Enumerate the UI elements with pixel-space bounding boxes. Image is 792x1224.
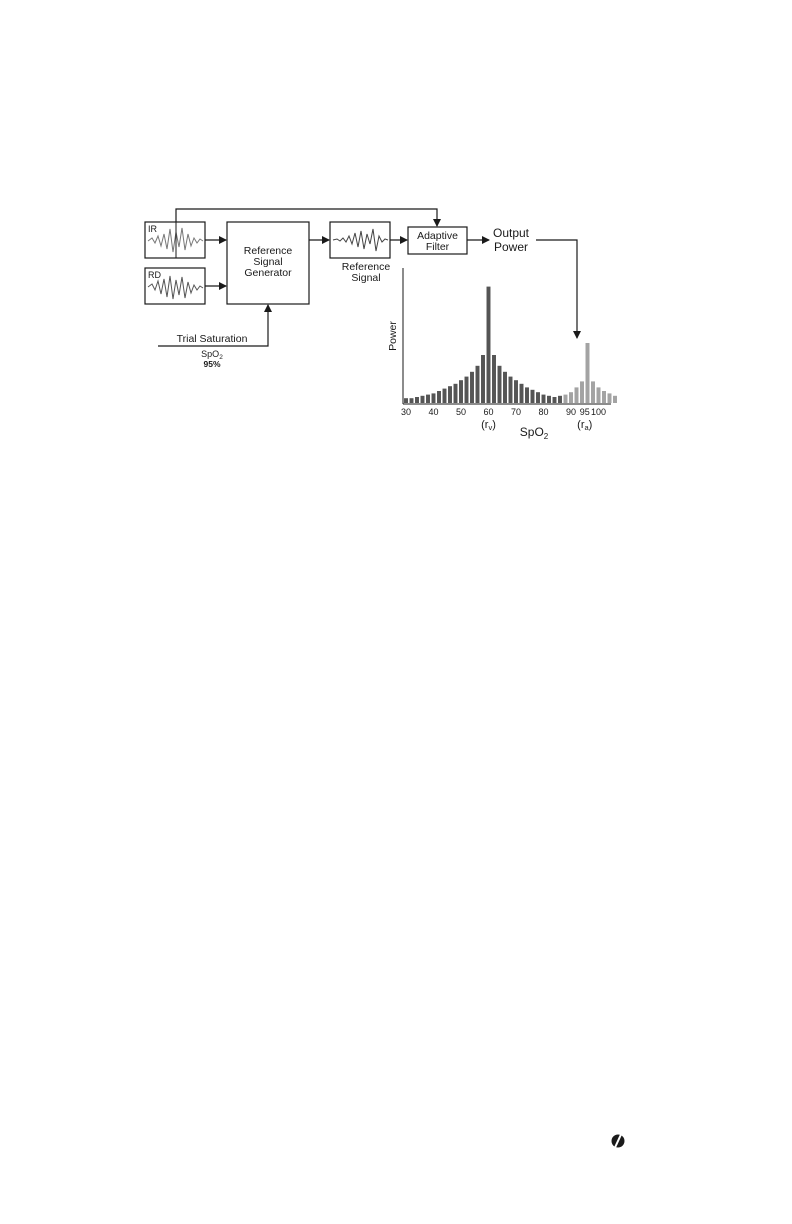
x-tick-label: 50 [455, 407, 467, 417]
x-tick-label: 100 [590, 407, 607, 417]
bar-12 [470, 372, 474, 403]
bar-0 [404, 398, 408, 403]
x-tick-label: 90 [565, 407, 577, 417]
adaptive-filter-label-line1: Adaptive [417, 230, 458, 242]
reference-signal-label-line1: Reference [341, 261, 391, 273]
brand-logo-icon [612, 1135, 625, 1148]
bar-27 [553, 397, 557, 403]
bar-28 [558, 396, 562, 403]
peak-label-0: (rv) [481, 419, 496, 432]
bar-7 [443, 389, 447, 403]
bar-35 [597, 387, 601, 403]
bar-4 [426, 395, 430, 403]
bar-13 [476, 366, 480, 403]
peak-label-1: (ra) [577, 419, 593, 432]
generator-label-line1: Reference [243, 245, 293, 257]
bar-25 [542, 395, 546, 403]
rd-label: RD [148, 270, 161, 280]
x-tick-label: 40 [428, 407, 439, 417]
output-power-label-line1: Output [492, 226, 530, 240]
bar-8 [448, 386, 452, 403]
output-power-label-line2: Power [493, 240, 529, 254]
bar-3 [421, 396, 425, 403]
x-tick-label: 95 [579, 407, 590, 417]
bar-24 [536, 392, 540, 403]
trial-saturation-label: Trial Saturation [176, 333, 248, 345]
adaptive-filter-box [408, 227, 467, 254]
adaptive-filter-label-line2: Filter [425, 241, 450, 253]
bar-23 [531, 390, 535, 403]
reference-signal-box [330, 222, 390, 284]
trial-saturation-value: 95% [203, 359, 221, 369]
x-tick-label: 30 [400, 407, 412, 417]
generator-label-line2: Signal [253, 256, 283, 268]
bar-21 [520, 384, 524, 403]
reference-signal-generator-box [227, 222, 309, 304]
bar-9 [454, 384, 458, 403]
x-axis-label: SpO$_2$ [519, 425, 549, 441]
bar-34 [591, 381, 595, 403]
rd-input-box [145, 268, 205, 304]
bar-11 [465, 377, 469, 403]
bar-38 [613, 396, 617, 403]
y-axis-label: Power [387, 321, 399, 351]
bar-10 [459, 380, 463, 403]
x-tick-label: 70 [510, 407, 522, 417]
bar-15 [487, 287, 491, 403]
bar-32 [580, 381, 584, 403]
bar-1 [410, 398, 414, 403]
bar-37 [608, 393, 612, 403]
x-tick-label: 80 [538, 407, 549, 417]
bar-31 [575, 387, 579, 403]
bar-14 [481, 355, 485, 403]
bars-group [404, 287, 617, 403]
bar-19 [509, 377, 513, 403]
bar-22 [525, 387, 529, 403]
ir-label: IR [148, 224, 157, 234]
bar-17 [498, 366, 502, 403]
reference-signal-label-line2: Signal [351, 272, 381, 284]
bar-20 [514, 380, 518, 403]
bar-26 [547, 396, 551, 403]
generator-label-line3: Generator [244, 267, 292, 279]
trial-saturation-spo2: SpO$_2$ [201, 349, 223, 361]
bar-18 [503, 372, 507, 403]
power-spectrum-chart [387, 268, 617, 441]
bar-6 [437, 391, 441, 403]
bar-5 [432, 393, 436, 403]
bar-29 [564, 395, 568, 403]
ir-input-box [145, 222, 205, 258]
bar-30 [569, 392, 573, 403]
x-tick-labels [401, 407, 606, 417]
bar-2 [415, 397, 419, 403]
bar-33 [586, 343, 590, 403]
x-tick-label: 60 [483, 407, 494, 417]
bar-16 [492, 355, 496, 403]
bar-36 [602, 391, 606, 403]
